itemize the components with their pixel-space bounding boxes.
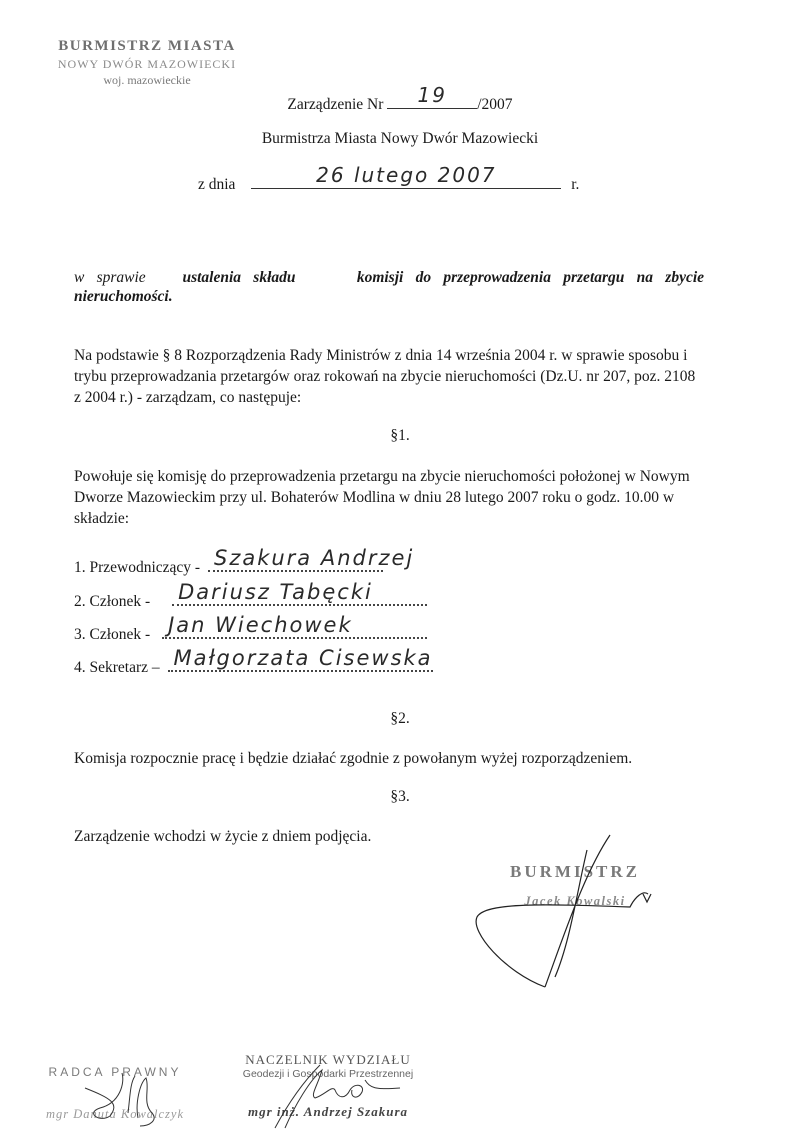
legal-basis-paragraph: Na podstawie § 8 Rozporządzenia Rady Ministrów z dnia 14 września 2004 r. w sprawie sposobu i trybu przeprowadzania przetargów oraz rokowań na zbycie nieruchomości (Dz.U. nr 207, poz. 2108 z 2004 r.) - zarządzam, co następuje: bbox=[74, 347, 696, 406]
member-name-handwritten: Szakura Andrzej bbox=[213, 546, 415, 570]
ordinance-number-handwritten: 19 bbox=[417, 83, 447, 107]
member-name-field bbox=[168, 646, 433, 672]
legal-counsel-title: RADCA PRAWNY bbox=[48, 1065, 182, 1079]
member-label: 4. Sekretarz – bbox=[74, 659, 160, 676]
title-suffix: /2007 bbox=[477, 96, 513, 113]
member-name-handwritten: Małgorzata Cisewska bbox=[173, 646, 433, 670]
stamp-voivodeship: woj. mazowieckie bbox=[103, 73, 191, 87]
department-head-title: NACZELNIK WYDZIAŁU bbox=[245, 1052, 411, 1067]
mayor-title: BURMISTRZ bbox=[510, 862, 640, 881]
stamp-city: NOWY DWÓR MAZOWIECKI bbox=[57, 57, 237, 71]
member-name-handwritten: Dariusz Tabęcki bbox=[178, 580, 373, 604]
mayor-signature-icon bbox=[465, 832, 665, 992]
member-name-field bbox=[172, 580, 427, 606]
mayor-name: Jacek Kowalski bbox=[524, 894, 626, 908]
ordinance-number-field bbox=[387, 83, 477, 109]
subject-lead: w sprawie bbox=[74, 269, 146, 286]
department-head-name: mgr inż. Andrzej Szakura bbox=[247, 1104, 409, 1119]
document-issuer: Burmistrza Miasta Nowy Dwór Mazowiecki bbox=[261, 130, 539, 147]
member-row-secretary bbox=[74, 646, 433, 677]
date-suffix: r. bbox=[571, 176, 580, 193]
subject-bold-3: nieruchomości. bbox=[74, 288, 173, 305]
legal-counsel-signature-icon bbox=[80, 1068, 190, 1128]
department-head-signature-icon bbox=[270, 1060, 410, 1130]
document-title bbox=[0, 83, 800, 114]
department-name: Geodezji i Gospodarki Przestrzennej bbox=[242, 1068, 414, 1080]
section-1-heading: §1. bbox=[390, 427, 410, 444]
legal-counsel-name: mgr Danuta Kowalczyk bbox=[45, 1107, 185, 1121]
section-1-text: Powołuje się komisję do przeprowadzenia przetargu na zbycie nieruchomości położonej w Nowym Dworze Mazowieckim przy ul. Bohaterów Modlina w dniu 28 lutego 2007 roku o godz. 10.00 w składzie: bbox=[74, 468, 690, 527]
date-line bbox=[198, 163, 580, 194]
member-label: 3. Członek - bbox=[74, 626, 151, 643]
member-row-member-3 bbox=[74, 613, 427, 644]
member-name-handwritten: Jan Wiechowek bbox=[168, 613, 353, 637]
section-3-heading: §3. bbox=[390, 788, 410, 805]
date-prefix: z dnia bbox=[198, 176, 236, 193]
section-3-text: Zarządzenie wchodzi w życie z dniem podjęcia. bbox=[74, 828, 372, 845]
member-name-field bbox=[162, 613, 427, 639]
date-field bbox=[251, 163, 561, 189]
subject-bold-1: ustalenia składu bbox=[182, 269, 296, 286]
date-handwritten: 26 lutego 2007 bbox=[316, 163, 497, 187]
stamp-title: BURMISTRZ MIASTA bbox=[58, 38, 236, 54]
member-row-member-2 bbox=[74, 580, 427, 611]
member-label: 2. Członek - bbox=[74, 593, 151, 610]
member-row-chair bbox=[74, 546, 415, 577]
member-label: 1. Przewodniczący - bbox=[74, 559, 201, 576]
issuer-stamp bbox=[42, 38, 252, 88]
section-2-heading: §2. bbox=[390, 710, 410, 727]
subject-line bbox=[74, 268, 704, 288]
title-prefix: Zarządzenie Nr bbox=[287, 96, 384, 113]
subject-bold-2: komisji do przeprowadzenia przetargu na zbycie bbox=[356, 269, 705, 286]
member-name-field bbox=[208, 546, 415, 572]
section-2-text: Komisja rozpocznie pracę i będzie działać zgodnie z powołanym wyżej rozporządzeniem. bbox=[74, 750, 633, 767]
